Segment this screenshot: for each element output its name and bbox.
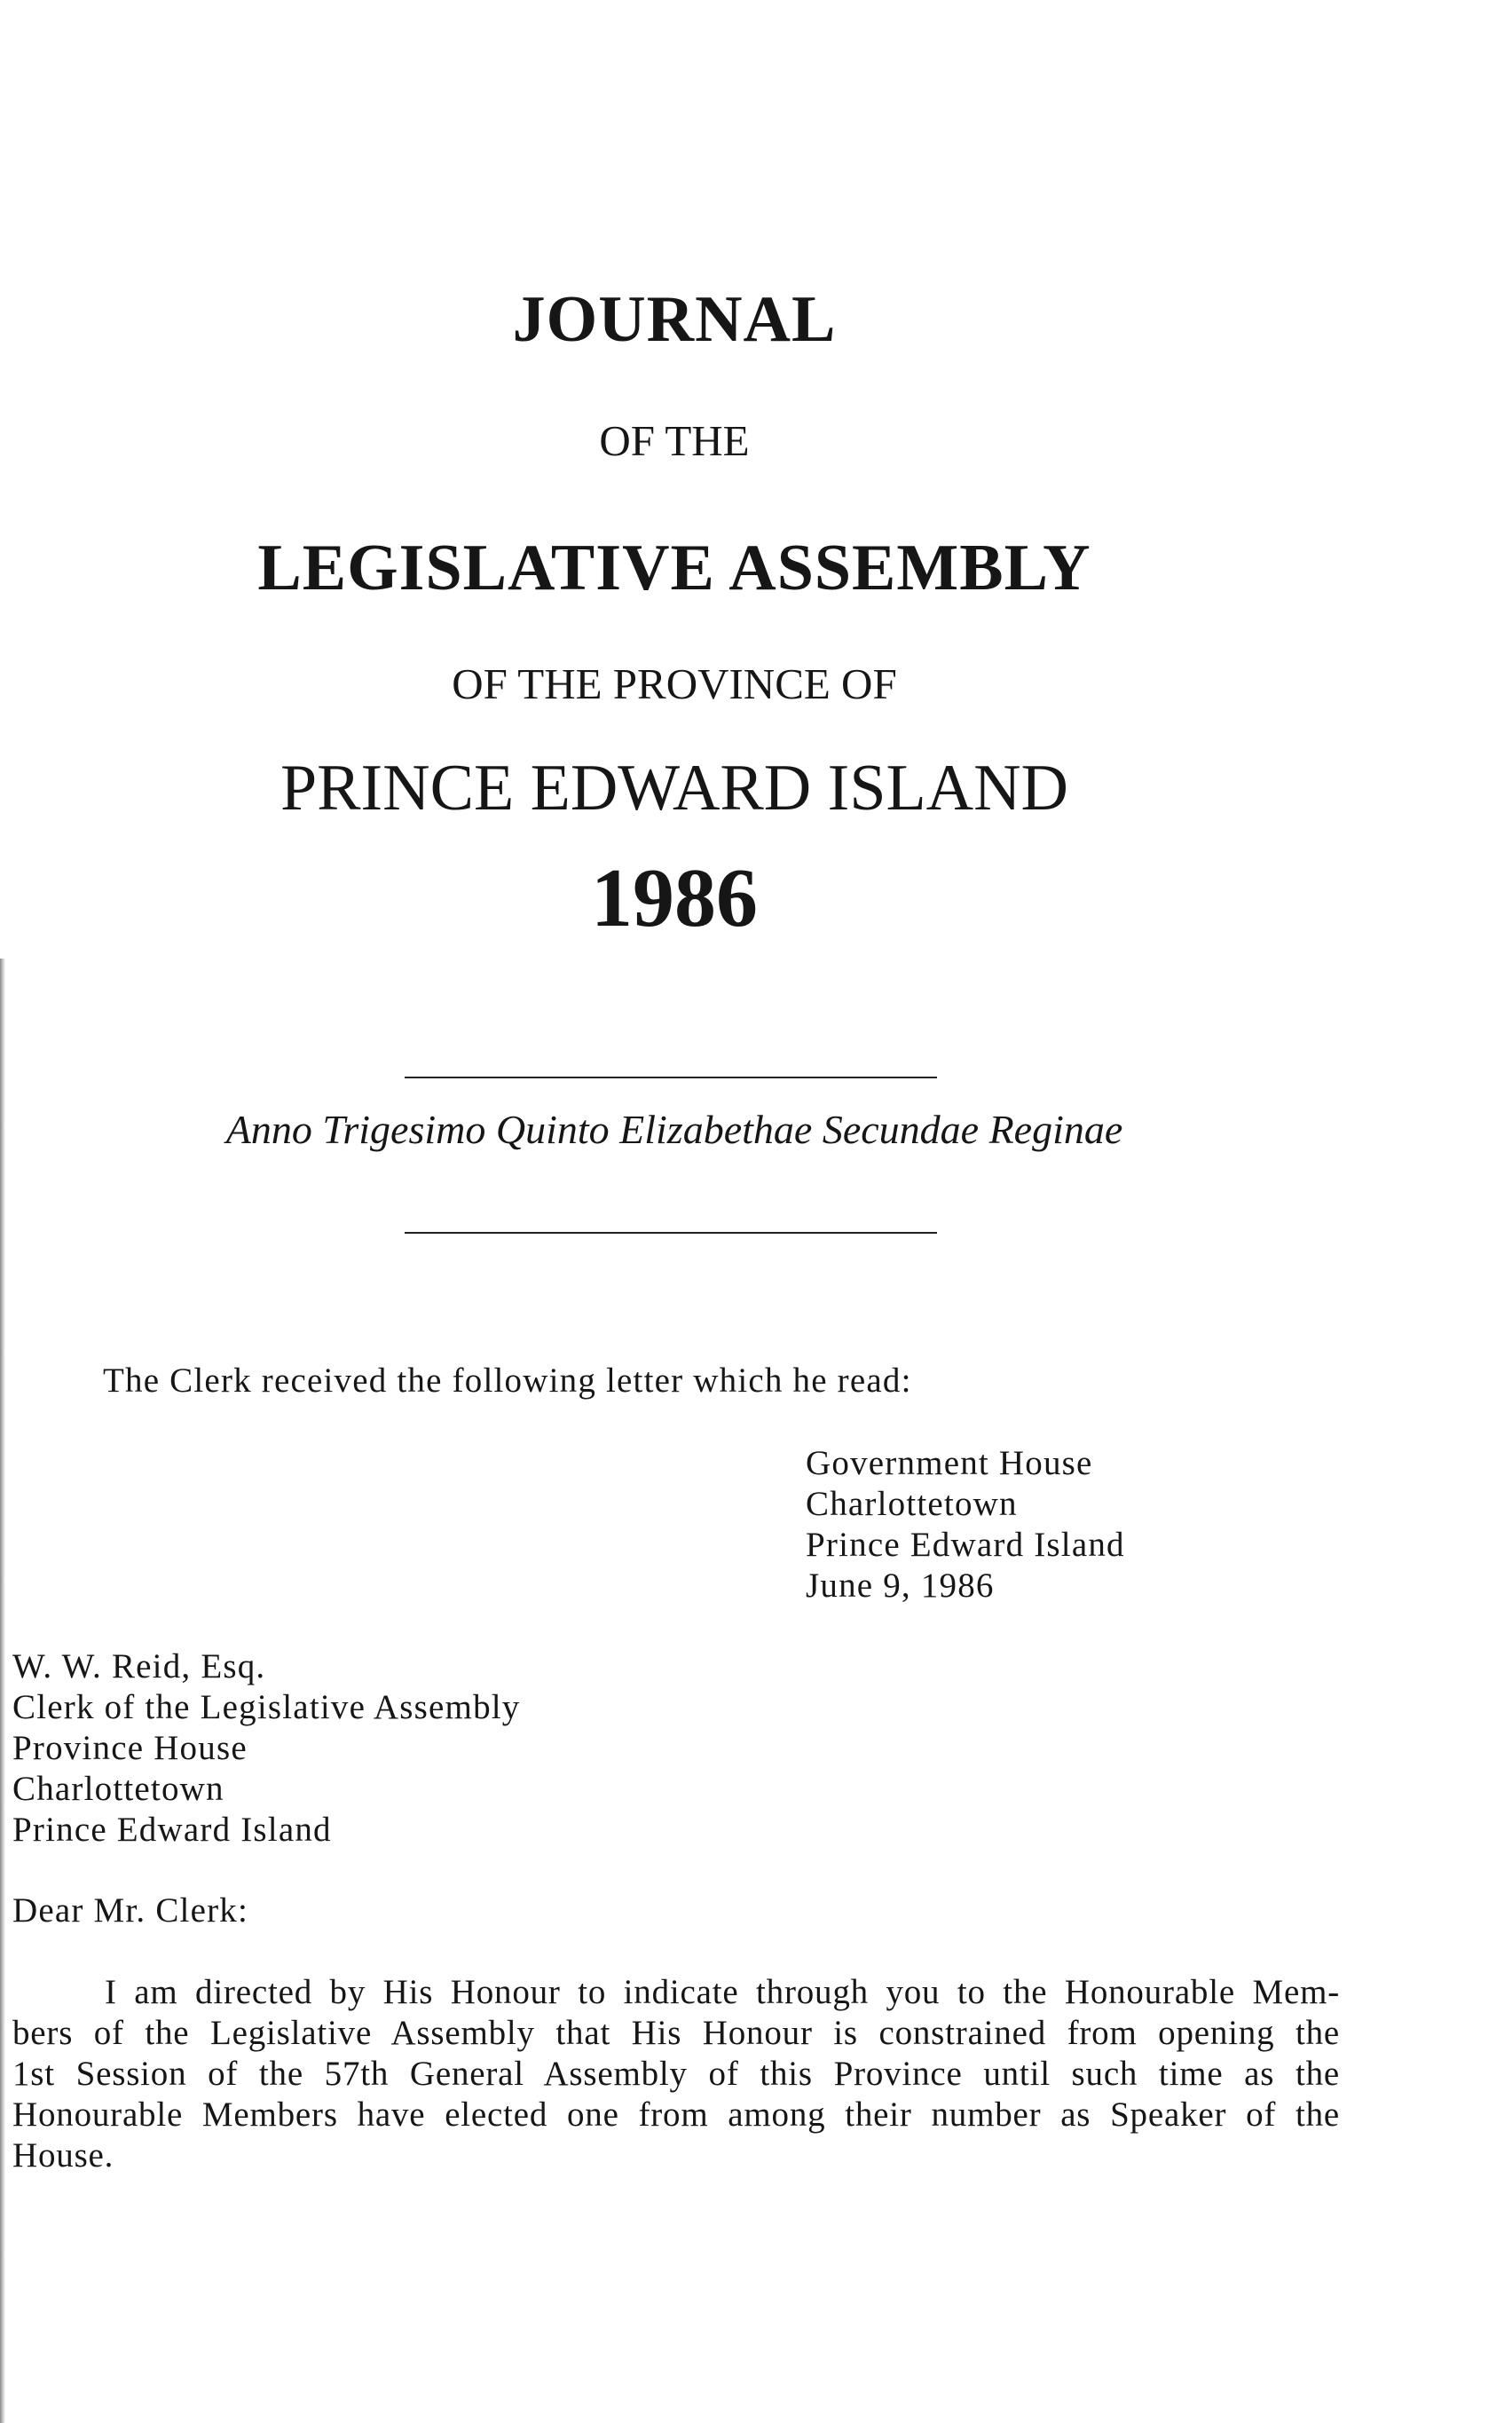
paragraph-line: House. [12, 2136, 114, 2174]
paragraph-line: 1st Session of the 57th General Assembly of this Province until such time as the [12, 2055, 1340, 2093]
journal-heading: JOURNAL [512, 283, 837, 356]
letter-date: June 9, 1986 [806, 1567, 995, 1605]
sender-address-line: Government House [806, 1444, 1093, 1482]
province-name-heading: PRINCE EDWARD ISLAND [280, 752, 1068, 825]
bottom-divider-rule [405, 1232, 937, 1234]
page-binding-shadow [0, 959, 5, 2423]
intro-sentence: The Clerk received the following letter which he read: [103, 1361, 912, 1400]
sender-address [806, 1443, 1125, 1606]
year-heading: 1986 [591, 852, 758, 944]
regnal-year-latin: Anno Trigesimo Quinto Elizabethae Secundae Reginae [225, 1107, 1123, 1152]
salutation: Dear Mr. Clerk: [12, 1891, 249, 1930]
of-the-heading: OF THE [599, 416, 750, 465]
recipient-address-line: Prince Edward Island [12, 1811, 332, 1849]
paragraph-line: I am directed by His Honour to indicate through you to the Honourable Mem- [105, 1973, 1340, 2011]
recipient-address-line: Province House [12, 1729, 248, 1767]
legislative-assembly-heading: LEGISLATIVE ASSEMBLY [257, 532, 1091, 604]
sender-address-line: Prince Edward Island [806, 1526, 1125, 1564]
letter-body-paragraph [12, 1972, 1340, 2176]
sender-address-line: Charlottetown [806, 1485, 1018, 1523]
recipient-address-line: Charlottetown [12, 1770, 224, 1808]
of-the-province-of-heading: OF THE PROVINCE OF [452, 659, 897, 708]
recipient-name: W. W. Reid, Esq. [12, 1647, 266, 1685]
paragraph-line: bers of the Legislative Assembly that His Honour is constrained from opening the [12, 2014, 1340, 2052]
paragraph-line: Honourable Members have elected one from among their number as Speaker of the [12, 2095, 1340, 2134]
recipient-address [12, 1646, 521, 1851]
recipient-address-line: Clerk of the Legislative Assembly [12, 1688, 521, 1726]
top-divider-rule [405, 1077, 937, 1078]
